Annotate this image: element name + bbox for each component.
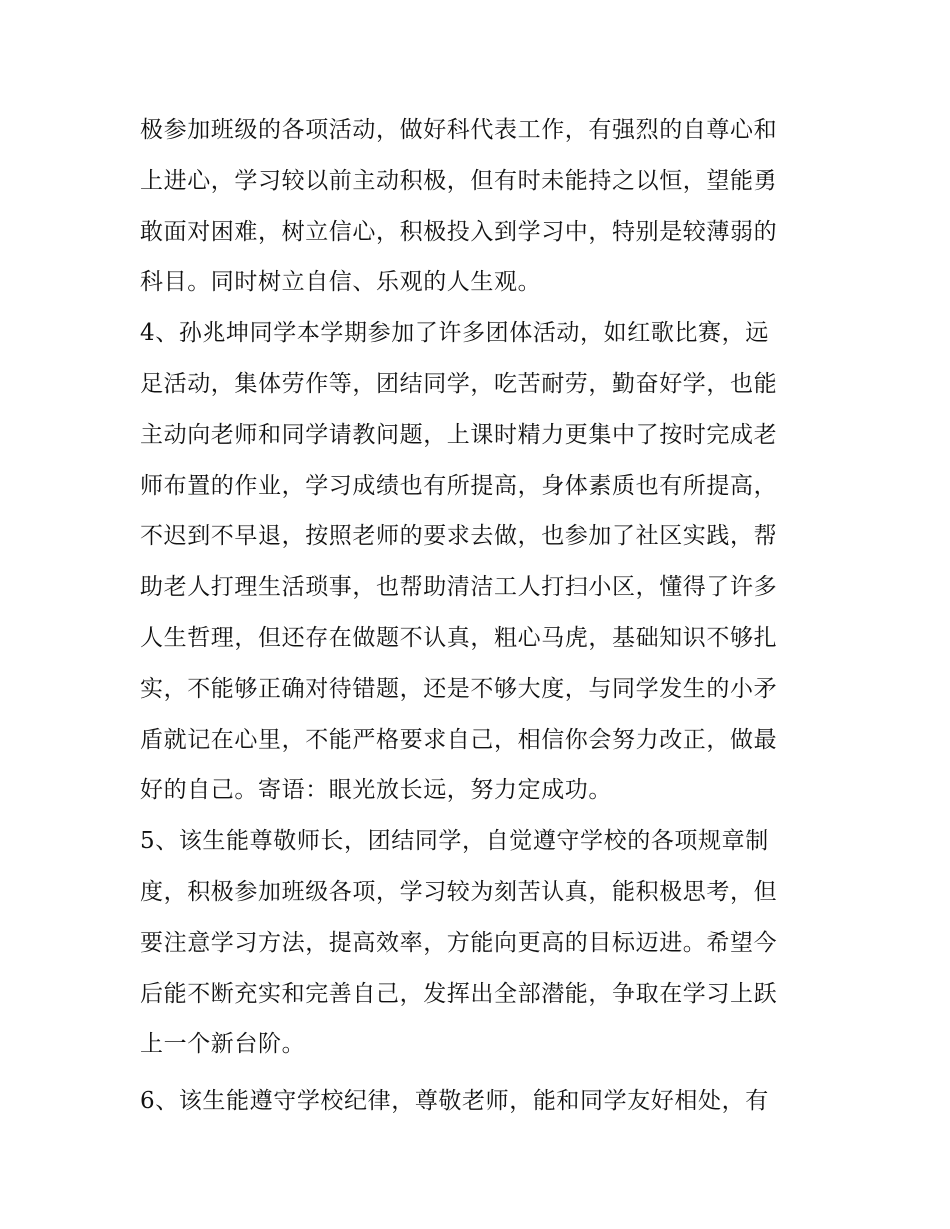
text-line: 盾就记在心里，不能严格要求自己，相信你会努力改正，做最 bbox=[140, 726, 778, 753]
text-line: 5、该生能尊敬师长，团结同学，自觉遵守学校的各项规章制 bbox=[140, 828, 769, 855]
text-line: 科目。同时树立自信、乐观的人生观。 bbox=[140, 269, 542, 296]
text-line: 实，不能够正确对待错题，还是不够大度，与同学发生的小矛 bbox=[140, 675, 778, 702]
text-line: 师布置的作业，学习成绩也有所提高，身体素质也有所提高， bbox=[140, 472, 778, 499]
text-line: 助老人打理生活琐事，也帮助清洁工人打扫小区，懂得了许多 bbox=[140, 574, 778, 601]
text-line: 敢面对困难，树立信心，积极投入到学习中，特别是较薄弱的 bbox=[140, 218, 778, 245]
text-line: 不迟到不早退，按照老师的要求去做，也参加了社区实践，帮 bbox=[140, 523, 778, 550]
text-line: 主动向老师和同学请教问题，上课时精力更集中了按时完成老 bbox=[140, 421, 778, 448]
text-line: 人生哲理，但还存在做题不认真，粗心马虎，基础知识不够扎 bbox=[140, 624, 778, 651]
text-line: 度，积极参加班级各项，学习较为刻苦认真，能积极思考，但 bbox=[140, 878, 778, 905]
document-body bbox=[140, 105, 810, 1127]
text-line: 6、该生能遵守学校纪律，尊敬老师，能和同学友好相处，有 bbox=[140, 1088, 769, 1115]
text-line: 好的自己。寄语：眼光放长远，努力定成功。 bbox=[140, 777, 612, 804]
text-line: 上一个新台阶。 bbox=[140, 1031, 306, 1058]
text-line: 4、孙兆坤同学本学期参加了许多团体活动，如红歌比赛，远 bbox=[140, 320, 769, 347]
text-line: 上进心，学习较以前主动积极，但有时未能持之以恒，望能勇 bbox=[140, 167, 778, 194]
text-line: 要注意学习方法，提高效率，方能向更高的目标迈进。希望今 bbox=[140, 929, 778, 956]
text-line: 极参加班级的各项活动，做好科代表工作，有强烈的自尊心和 bbox=[140, 117, 778, 143]
text-line: 后能不断充实和完善自己，发挥出全部潜能，争取在学习上跃 bbox=[140, 980, 778, 1007]
text-line: 足活动，集体劳作等，团结同学，吃苦耐劳，勤奋好学，也能 bbox=[140, 370, 778, 397]
